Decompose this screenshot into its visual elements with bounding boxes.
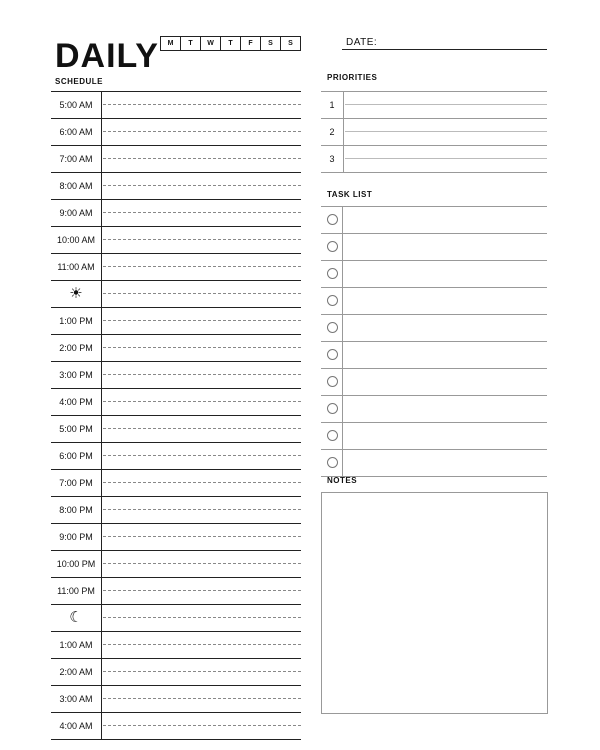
schedule-time: 10:00 PM <box>56 559 96 569</box>
schedule-divider <box>101 173 102 199</box>
schedule-row[interactable] <box>51 686 301 713</box>
task-divider <box>342 288 343 314</box>
schedule-dashed-line <box>103 347 301 348</box>
schedule-row[interactable] <box>51 524 301 551</box>
task-divider <box>342 315 343 341</box>
schedule-dashed-line <box>103 320 301 321</box>
schedule-dashed-line <box>103 131 301 132</box>
schedule-table <box>51 91 301 740</box>
schedule-row[interactable] <box>51 335 301 362</box>
schedule-row[interactable] <box>51 443 301 470</box>
schedule-time: 2:00 AM <box>59 667 93 677</box>
date-field[interactable] <box>342 49 547 50</box>
schedule-dashed-line <box>103 590 301 591</box>
schedule-dashed-line <box>103 455 301 456</box>
schedule-dashed-line <box>103 428 301 429</box>
priority-row[interactable] <box>321 146 547 173</box>
schedule-time: 10:00 AM <box>56 235 96 245</box>
schedule-divider <box>101 92 102 118</box>
schedule-dashed-line <box>103 563 301 564</box>
schedule-divider <box>101 119 102 145</box>
task-row[interactable] <box>321 261 547 288</box>
schedule-time: 11:00 PM <box>57 586 95 596</box>
task-row[interactable] <box>321 342 547 369</box>
priority-divider <box>343 146 344 172</box>
priority-number: 3 <box>329 154 335 164</box>
schedule-divider <box>101 632 102 658</box>
schedule-row[interactable] <box>51 713 301 740</box>
task-checkbox-icon[interactable] <box>327 430 338 441</box>
priorities-label: PRIORITIES <box>327 73 378 82</box>
schedule-row[interactable] <box>51 200 301 227</box>
task-checkbox-icon[interactable] <box>327 295 338 306</box>
schedule-row[interactable] <box>51 281 301 308</box>
task-row[interactable] <box>321 369 547 396</box>
schedule-time: 8:00 AM <box>59 181 93 191</box>
weekday-box[interactable]: S <box>280 37 300 50</box>
schedule-row[interactable] <box>51 605 301 632</box>
schedule-label: SCHEDULE <box>55 77 104 86</box>
schedule-dashed-line <box>103 212 301 213</box>
schedule-divider <box>101 362 102 388</box>
schedule-divider <box>101 497 102 523</box>
schedule-row[interactable] <box>51 227 301 254</box>
task-row[interactable] <box>321 450 547 477</box>
date-label: DATE: <box>346 37 378 48</box>
task-row[interactable] <box>321 423 547 450</box>
task-checkbox-icon[interactable] <box>327 349 338 360</box>
schedule-dashed-line <box>103 185 301 186</box>
schedule-dashed-line <box>103 401 301 402</box>
schedule-divider <box>101 281 102 307</box>
schedule-row[interactable] <box>51 416 301 443</box>
schedule-divider <box>101 713 102 739</box>
schedule-divider <box>101 470 102 496</box>
weekday-box[interactable]: T <box>180 37 200 50</box>
task-checkbox-icon[interactable] <box>327 457 338 468</box>
schedule-time: 4:00 PM <box>59 397 93 407</box>
priority-row[interactable] <box>321 119 547 146</box>
task-divider <box>342 369 343 395</box>
schedule-divider <box>101 443 102 469</box>
task-checkbox-icon[interactable] <box>327 322 338 333</box>
sun-icon: ☀ <box>69 285 83 302</box>
task-divider <box>342 450 343 476</box>
schedule-divider <box>101 146 102 172</box>
moon-icon: ☾ <box>69 609 83 626</box>
notes-box[interactable] <box>321 492 548 714</box>
task-list-label: TASK LIST <box>327 190 373 199</box>
priority-line <box>345 104 547 105</box>
schedule-time: 5:00 AM <box>59 100 93 110</box>
weekday-box[interactable]: M <box>167 40 174 47</box>
schedule-time: 7:00 PM <box>59 478 93 488</box>
schedule-dashed-line <box>103 239 301 240</box>
schedule-divider <box>101 200 102 226</box>
priority-row[interactable] <box>321 91 547 119</box>
schedule-row[interactable] <box>51 389 301 416</box>
weekday-box[interactable]: T <box>220 37 240 50</box>
schedule-time: 9:00 PM <box>59 532 93 542</box>
task-row[interactable] <box>321 288 547 315</box>
schedule-row[interactable] <box>51 578 301 605</box>
priority-line <box>345 131 547 132</box>
schedule-row[interactable] <box>51 551 301 578</box>
schedule-divider <box>101 659 102 685</box>
task-list <box>321 206 547 477</box>
schedule-dashed-line <box>103 725 301 726</box>
schedule-time: 6:00 AM <box>59 127 93 137</box>
schedule-dashed-line <box>103 266 301 267</box>
weekday-selector <box>160 36 301 51</box>
schedule-row[interactable] <box>51 119 301 146</box>
task-checkbox-icon[interactable] <box>327 241 338 252</box>
schedule-row[interactable] <box>51 632 301 659</box>
schedule-dashed-line <box>103 482 301 483</box>
schedule-divider <box>101 416 102 442</box>
schedule-time: 11:00 AM <box>57 262 95 272</box>
schedule-divider <box>101 605 102 631</box>
task-checkbox-icon[interactable] <box>327 214 338 225</box>
schedule-divider <box>101 389 102 415</box>
schedule-dashed-line <box>103 617 301 618</box>
schedule-row[interactable] <box>51 308 301 335</box>
schedule-dashed-line <box>103 698 301 699</box>
schedule-time: 1:00 AM <box>59 640 93 650</box>
schedule-time: 3:00 AM <box>59 694 93 704</box>
priority-number: 1 <box>329 100 335 110</box>
task-divider <box>342 396 343 422</box>
schedule-dashed-line <box>103 104 301 105</box>
schedule-time: 7:00 AM <box>59 154 93 164</box>
task-divider <box>342 423 343 449</box>
schedule-row[interactable] <box>51 470 301 497</box>
schedule-divider <box>101 524 102 550</box>
task-divider <box>342 342 343 368</box>
schedule-row[interactable] <box>51 497 301 524</box>
priority-divider <box>343 119 344 145</box>
priority-number: 2 <box>329 127 335 137</box>
priority-divider <box>343 92 344 118</box>
task-row[interactable] <box>321 396 547 423</box>
schedule-dashed-line <box>103 509 301 510</box>
schedule-time: 4:00 AM <box>59 721 93 731</box>
schedule-row[interactable] <box>51 146 301 173</box>
schedule-row[interactable] <box>51 173 301 200</box>
schedule-row[interactable] <box>51 254 301 281</box>
weekday-box[interactable]: W <box>200 37 220 50</box>
schedule-dashed-line <box>103 671 301 672</box>
schedule-dashed-line <box>103 293 301 294</box>
task-checkbox-icon[interactable] <box>327 403 338 414</box>
schedule-row[interactable] <box>51 362 301 389</box>
schedule-divider <box>101 308 102 334</box>
schedule-dashed-line <box>103 536 301 537</box>
schedule-divider <box>101 254 102 280</box>
schedule-divider <box>101 227 102 253</box>
task-row[interactable] <box>321 234 547 261</box>
notes-label: NOTES <box>327 476 358 485</box>
schedule-divider <box>101 578 102 604</box>
weekday-box[interactable]: F <box>240 37 260 50</box>
task-row[interactable] <box>321 315 547 342</box>
page-title: DAILY <box>55 37 159 75</box>
schedule-time: 9:00 AM <box>59 208 93 218</box>
schedule-row[interactable] <box>51 91 301 119</box>
task-row[interactable] <box>321 206 547 234</box>
task-checkbox-icon[interactable] <box>327 376 338 387</box>
schedule-dashed-line <box>103 158 301 159</box>
schedule-divider <box>101 335 102 361</box>
task-divider <box>342 207 343 233</box>
schedule-time: 8:00 PM <box>59 505 93 515</box>
schedule-time: 6:00 PM <box>59 451 93 461</box>
schedule-time: 2:00 PM <box>59 343 93 353</box>
weekday-box[interactable]: S <box>260 37 280 50</box>
schedule-divider <box>101 686 102 712</box>
schedule-time: 1:00 PM <box>59 316 93 326</box>
task-checkbox-icon[interactable] <box>327 268 338 279</box>
schedule-dashed-line <box>103 644 301 645</box>
task-divider <box>342 261 343 287</box>
schedule-time: 5:00 PM <box>59 424 93 434</box>
schedule-time: 3:00 PM <box>59 370 93 380</box>
schedule-divider <box>101 551 102 577</box>
priorities-list <box>321 91 547 173</box>
priority-line <box>345 158 547 159</box>
schedule-dashed-line <box>103 374 301 375</box>
schedule-row[interactable] <box>51 659 301 686</box>
task-divider <box>342 234 343 260</box>
